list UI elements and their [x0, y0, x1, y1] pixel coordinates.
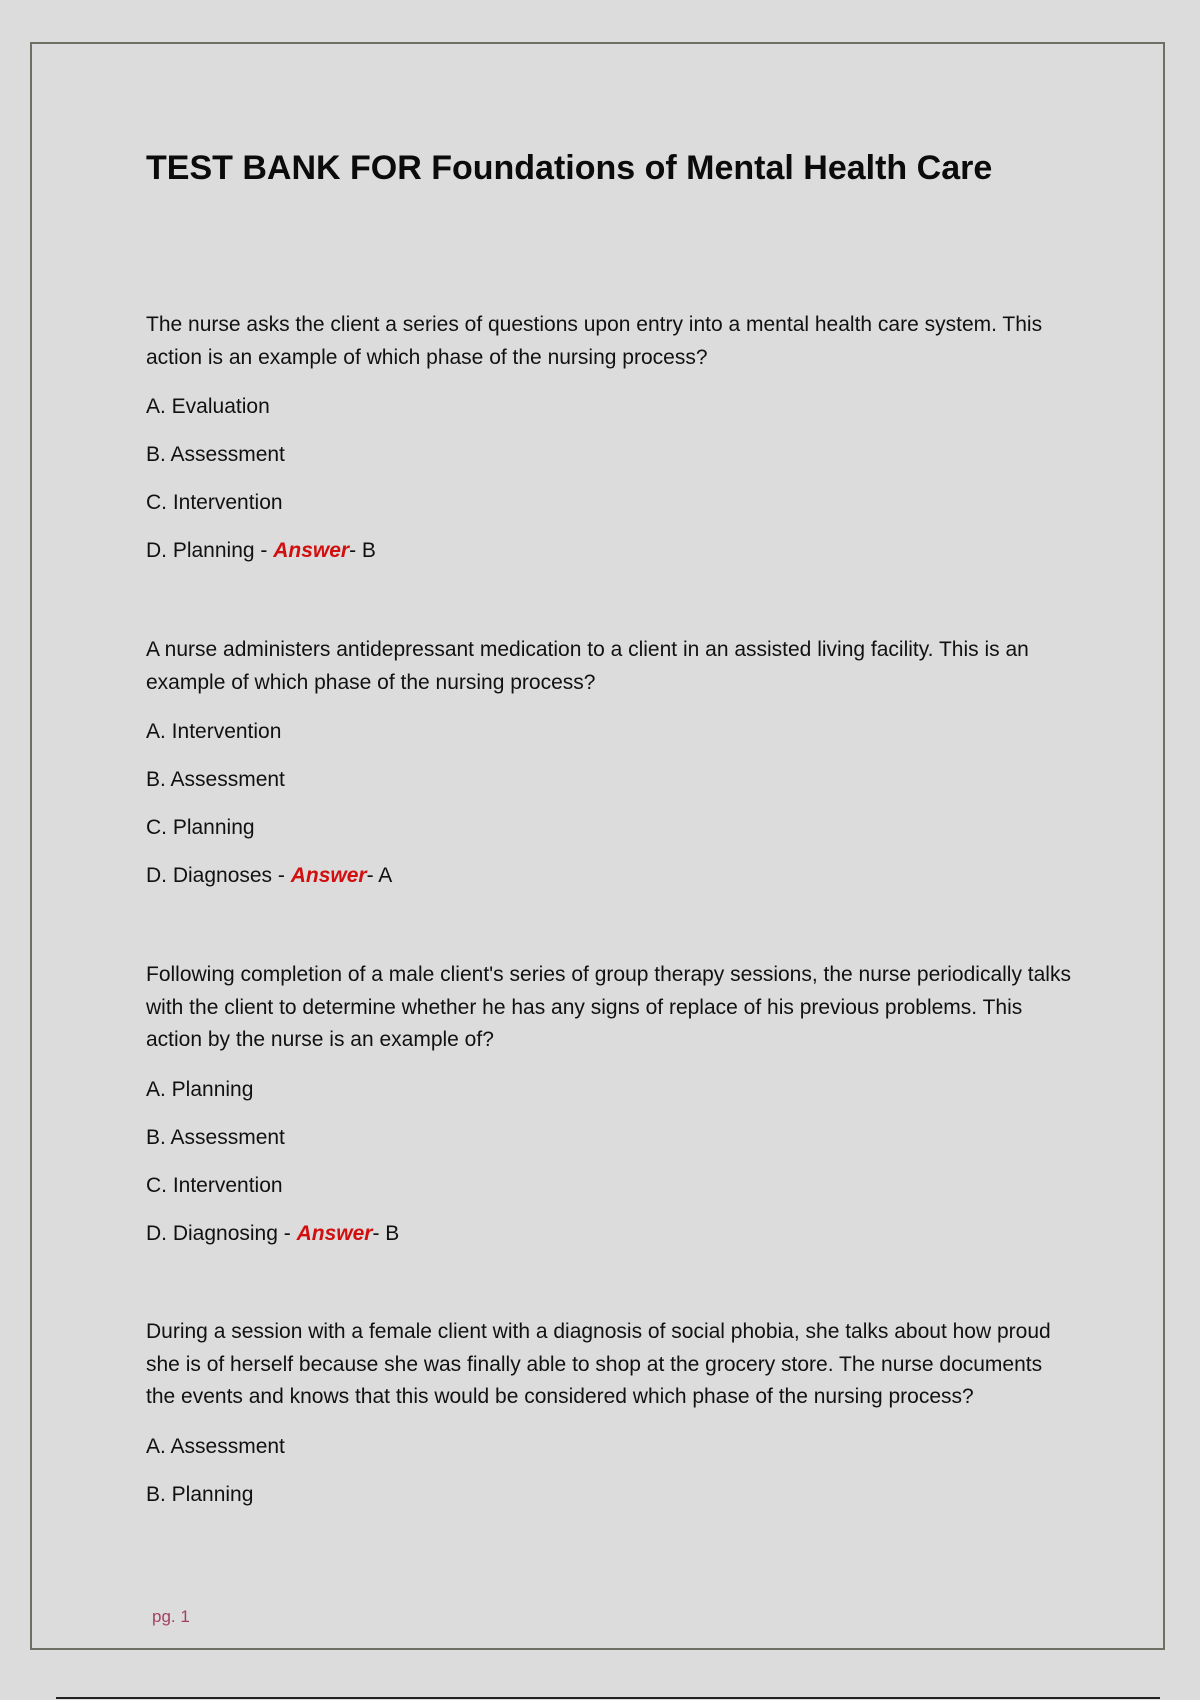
- question-text: During a session with a female client with a diagnosis of social phobia, she talks about how proud she is of herself because she was finally able to shop at the grocery store. The nurse documents the events and knows that this would be considered which phase of the nursing process?: [146, 1320, 1051, 1408]
- answer-value: - A: [366, 864, 393, 887]
- option-b: B. Assessment: [146, 768, 285, 791]
- answer-value: - B: [349, 539, 376, 562]
- option-c: C. Intervention: [146, 1173, 283, 1197]
- option-list: [146, 717, 1076, 891]
- option-d: D. Planning - Answer- B: [146, 539, 376, 562]
- document-title: TEST BANK FOR Foundations of Mental Health Care: [146, 149, 993, 187]
- question-text: A nurse administers antidepressant medication to a client in an assisted living facility. This is an example of which phase of the nursing process?: [146, 638, 1029, 694]
- option-c: C. Intervention: [146, 491, 283, 514]
- option-list: [146, 1432, 1076, 1510]
- option-b: B. Assessment: [146, 443, 285, 466]
- question-4: [146, 1316, 1076, 1510]
- option-list: [146, 1075, 1076, 1249]
- question-text: The nurse asks the client a series of questions upon entry into a mental health care system. This action is an example of which phase of the nursing process?: [146, 313, 1043, 369]
- answer-value: - B: [372, 1221, 400, 1245]
- option-d-label: D. Planning: [146, 539, 255, 562]
- question-2: [146, 634, 1076, 891]
- option-a: A. Intervention: [146, 720, 282, 743]
- option-a: A. Planning: [146, 1077, 254, 1101]
- option-d: D. Diagnosing - Answer- B: [146, 1221, 400, 1245]
- bottom-divider: [56, 1697, 1160, 1699]
- answer-label: Answer: [290, 864, 367, 887]
- page-number: pg. 1: [152, 1607, 190, 1626]
- option-b: B. Assessment: [146, 1125, 285, 1149]
- question-3: [146, 959, 1076, 1249]
- question-1: [146, 309, 1076, 566]
- option-a: A. Assessment: [146, 1434, 285, 1458]
- option-b: B. Planning: [146, 1482, 254, 1506]
- answer-label: Answer: [273, 539, 350, 562]
- option-a: A. Evaluation: [146, 395, 270, 418]
- document-page: [30, 42, 1165, 1650]
- question-text: Following completion of a male client's series of group therapy sessions, the nurse periodically talks with the client to determine whether he has any signs of replace of his previous problems. This action by the nurse is an example of?: [146, 963, 1071, 1051]
- option-c: C. Planning: [146, 816, 255, 839]
- option-d-label: D. Diagnosing: [146, 1221, 278, 1245]
- option-list: [146, 392, 1076, 566]
- option-d-label: D. Diagnoses: [146, 864, 273, 887]
- answer-label: Answer: [296, 1221, 373, 1245]
- option-d: D. Diagnoses - Answer- A: [146, 864, 393, 887]
